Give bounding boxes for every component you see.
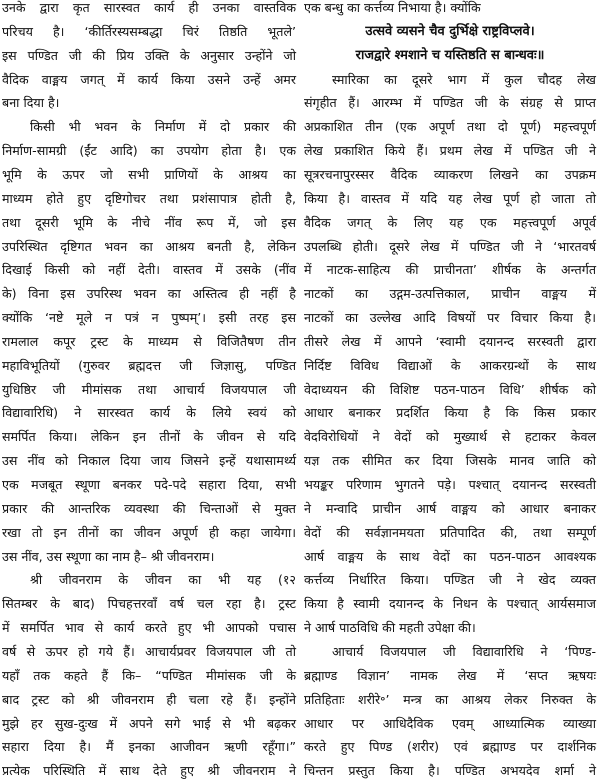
text-line: किया है। वास्तव में यदि यह लेख पूर्ण हो जाता तो [304,190,596,206]
text-line: माध्यम होते हुए दृष्टिगोचर तथा प्रशंसापात्र होती है, [2,190,296,206]
text-line: ने मन्वादि प्राचीन आर्ष वाङ्मय को आधार बनाकर [304,500,596,516]
text-line: श्री जीवनराम के जीवन का भी यह (१२ [30,572,296,588]
text-line: महाविभूतियों (गुरुवर ब्रह्मदत्त जी जिज्ञासु, पण्डित [2,357,296,373]
text-line: एक मजबूत स्थूणा बनकर पदे-पदे सहारा दिया, सभी [2,477,296,492]
text-line: वैदिक वाङ्मय जगत् में कार्य किया उसने उन्हें अमर [2,71,296,87]
text-line: सूत्ररचनापुरस्सर वैदिक व्याकरण लिखने का उपक्रम [304,166,596,182]
text-line: भूमि के ऊपर जो सभी प्राणियों के आश्रय का [2,166,296,182]
text-line: आचार्य विजयपाल जी विद्यावारिधि ने ‘पिण्ड- [332,643,596,659]
text-line: बाद ट्रस्ट को श्री जीवनराम ही चला रहे हैं। इन्होंने [2,691,296,707]
text-line: इस पण्डित जी की प्रिय उक्ति के अनुसार उन्होंने जो [2,47,296,63]
text-line: प्रतिहिताः शरीरे॰’ मन्त्र का आश्रय लेकर निरुक्त के [304,691,596,707]
text-line: ने आर्ष पाठविधि की महती उपेक्षा की। [304,620,476,636]
text-line: सितम्बर के बाद) पिचहत्तरवाँ वर्ष चल रहा है। ट्रस्ट [2,596,296,612]
text-line: वेदविरोधियों ने वेदों को मुख्यार्थ से हटाकर केवल [304,429,596,445]
text-line: में नाटक-साहित्य की प्राचीनता’ शीर्षक के अन्तर्गत [304,262,596,278]
text-line: के) विना इस उपरिस्थ भवन का अस्तित्व ही नहीं है [2,286,296,302]
text-line: संगृहीत हैं। आरम्भ में पण्डित जी के संग्रह से प्राप्त [304,95,596,111]
text-line: उपलब्धि होती। दूसरे लेख में पण्डित जी ने ‘भारतवर्ष [304,238,596,254]
text-line: रामलाल कपूर ट्रस्ट के माध्यम से विजितैषण तीन [2,333,296,349]
text-line: प्रकार की आन्तरिक व्यवस्था की चिन्ताओं से मुक्त [2,500,296,516]
text-line: क्योंकि ‘नष्टे मूले न पत्रं न पुष्पम्’। इसी तरह इस [2,310,296,326]
text-line: निर्माण-सामग्री (ईंट आदि) का उपयोग होता है। एक [2,143,296,159]
text-line: वैदिक जगत् के लिए यह एक महत्त्वपूर्ण अपूर्व [304,214,596,230]
text-line: तथा दूसरी भूमि के नीचे नींव रूप में, जो इस [2,214,296,230]
text-line: दिखाई किसी को नहीं देती। वास्तव में उसके (नींव [2,262,296,278]
text-line: करते हुए पिण्ड (शरीर) एवं ब्रह्माण्ड पर दार्शनिक [304,739,596,755]
text-line: रखा तो इन तीनों का जीवन अपूर्ण ही कहा जायेगा। [2,524,296,540]
text-line: किया है स्वामी दयानन्द के निधन के पश्चात् आर्यसमाज [304,596,596,612]
verse-line: राजद्वारे श्मशाने च यस्तिष्ठति स बान्धवः॥ [355,47,545,63]
text-line: निर्दिष्ट विविध विद्याओं के आकरग्रन्थों के साथ [304,357,596,373]
text-line: परिचय है। ‘कीर्तिरस्यसम्बद्धा चिरं तिष्ठति भूतले’ [2,23,296,39]
text-line: उनके द्वारा कृत सारस्वत कार्य ही उनका वास्तविक [2,0,296,15]
text-line: चिन्तन प्रस्तुत किया है। पण्डित अभयदेव शर्मा ने [304,763,596,779]
text-line: स्मारिका का दूसरे भाग में कुल चौदह लेख [332,71,596,87]
text-line: यज्ञ तक सीमित कर दिया जिसके मानव जाति को [304,453,596,469]
text-line: सहारा दिया है। मैं इनका आजीवन ऋणी रहूँगा।” [2,739,296,755]
text-line: यहाँ तक कहते हैं कि– “पण्डित मीमांसक जी के [2,667,296,683]
text-line: एक बन्धु का कर्त्तव्य निभाया है। क्योंकि [304,0,481,15]
text-line: बना दिया है। [2,95,60,111]
text-line: आधार बनाकर प्रदर्शित किया है कि किस प्रकार [304,405,596,421]
text-line: भयङ्कर परिणाम भुगतने पड़े। पश्चात् दयानन्द सरस्वती [304,477,596,492]
text-line: उस नींव को निकाल दिया जाय जिसने इन्हें यथासामर्थ्य [2,453,296,469]
text-line: नाटकों का उल्लेख आदि विषयों पर विचार किया है। [304,310,596,326]
text-line: प्रत्येक परिस्थिति में साथ देते हुए श्री जीवनराम ने [2,763,296,779]
text-line: वर्ष से ऊपर हो गये हैं। आचार्यप्रवर विजयपाल जी तो [2,643,296,659]
text-line: किसी भी भवन के निर्माण में दो प्रकार की [30,119,296,135]
text-line: नाटकों का उद्गम-उत्पत्तिकाल, प्राचीन वाङ्मय में [304,286,596,302]
verse-line: उत्सवे व्यसने चैव दुर्भिक्षे राष्ट्रविप्लवे। [365,23,535,39]
text-line: में समर्पित भाव से कार्य करते हुए भी आपको पचास [2,620,296,636]
text-line: समर्पित किया। लेकिन इन तीनों के जीवन से यदि [2,429,296,445]
text-line: विद्यावारिधि) ने सारस्वत कार्य के लिये स्वयं को [2,405,296,421]
text-line: ब्रह्माण्ड विज्ञान’ नामक लेख में ‘सप्त ऋषयः [304,667,596,683]
text-line: उस नींव, उस स्थूणा का नाम है– श्री जीवनराम। [2,548,215,564]
text-line: युधिष्ठिर जी मीमांसक तथा आचार्य विजयपाल जी [2,381,296,397]
text-line: वेदों की सर्वज्ञानमयता प्रतिपादित की, तथा सम्पूर्ण [304,524,596,540]
text-line: आर्ष वाङ्मय के साथ वेदों का पठन-पाठन आवश्यक [304,548,596,564]
text-line: लेख प्रकाशित किये हैं। प्रथम लेख में पण्डित जी ने [304,143,596,159]
text-line: उपरिस्थित दृष्टिगत भवन का आश्रय बनती है, लेकिन [2,238,296,254]
text-line: तीसरे लेख में आपने ‘स्वामी दयानन्द सरस्वती द्वारा [304,333,596,349]
text-line: आधार पर आधिदैविक एवम् आध्यात्मिक व्याख्या [304,715,596,731]
text-line: मुझे हर सुख-दुःख में अपने सगे भाई से भी बढ़कर [2,715,296,731]
text-line: वेदाध्ययन की विशिष्ट पठन-पाठन विधि’ शीर्षक को [304,381,596,397]
text-line: अप्रकाशित तीन (एक अपूर्ण तथा दो पूर्ण) महत्त्वपूर्ण [304,119,596,135]
text-line: कर्त्तव्य निर्धारित किया। पण्डित जी ने खेद व्यक्त [304,572,596,588]
